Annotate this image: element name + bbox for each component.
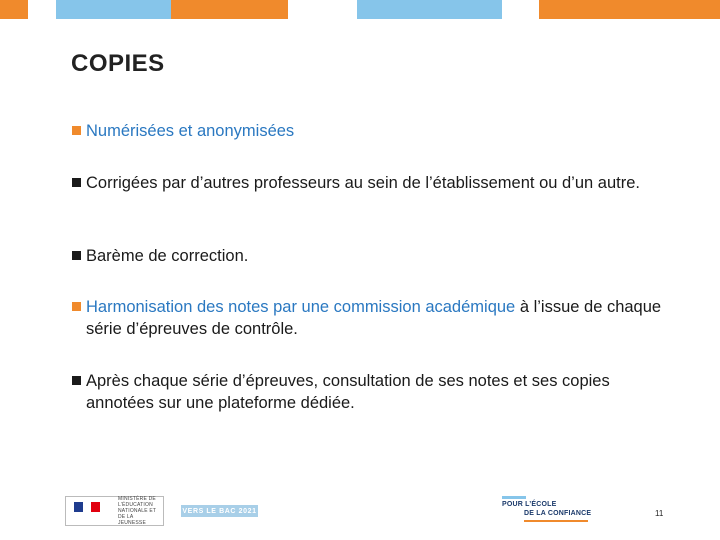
- bullet-text: Numérisées et anonymisées: [86, 122, 295, 140]
- bullet-digitized: [72, 120, 682, 142]
- republique-francaise-flag-icon: [70, 500, 104, 522]
- logo-accent-bar: [502, 496, 526, 499]
- top-band-orange-3: [539, 0, 720, 19]
- campaign-line-1: POUR L’ÉCOLE: [502, 501, 557, 508]
- campaign-line-2: DE LA CONFIANCE: [524, 510, 592, 517]
- ecole-confiance-logo: [502, 496, 594, 524]
- slide-title: COPIES: [71, 50, 165, 77]
- bullet-grading-scale: [72, 245, 682, 267]
- logo-underline-bar: [524, 520, 588, 522]
- bullet-square-icon: [72, 302, 81, 311]
- bullet-square-icon: [72, 251, 81, 260]
- ministry-logo: [65, 496, 164, 526]
- bullet-text: Après chaque série d’épreuves, consultation de ses notes et ses copies annotées sur une plateforme dédiée.: [86, 372, 610, 412]
- bullet-text: Barème de correction.: [86, 247, 249, 265]
- top-band-blue-2: [357, 0, 502, 19]
- bullet-square-icon: [72, 376, 81, 385]
- bullet-square-icon: [72, 178, 81, 187]
- page-number: 11: [655, 509, 664, 518]
- ministry-logo-text: MINISTÈRE DE L’ÉDUCATION NATIONALE ET DE LA JEUNESSE: [118, 496, 157, 526]
- bullet-highlight-text: Harmonisation des notes par une commission académique: [86, 298, 516, 316]
- bac-2021-badge: VERS LE BAC 2021: [181, 505, 258, 517]
- bullet-text: à l’issue de chaque série d’épreuves de contrôle.: [86, 298, 662, 338]
- top-band-orange-2: [171, 0, 288, 19]
- bullet-harmonisation: [72, 296, 682, 340]
- top-band-blue-1: [56, 0, 171, 19]
- bullet-text: Corrigées par d’autres professeurs au sein de l’établissement ou d’un autre.: [86, 174, 640, 192]
- bullet-corrected: [72, 172, 682, 194]
- bullet-consultation: [72, 370, 682, 414]
- top-band-orange-1: [0, 0, 28, 19]
- bullet-square-icon: [72, 126, 81, 135]
